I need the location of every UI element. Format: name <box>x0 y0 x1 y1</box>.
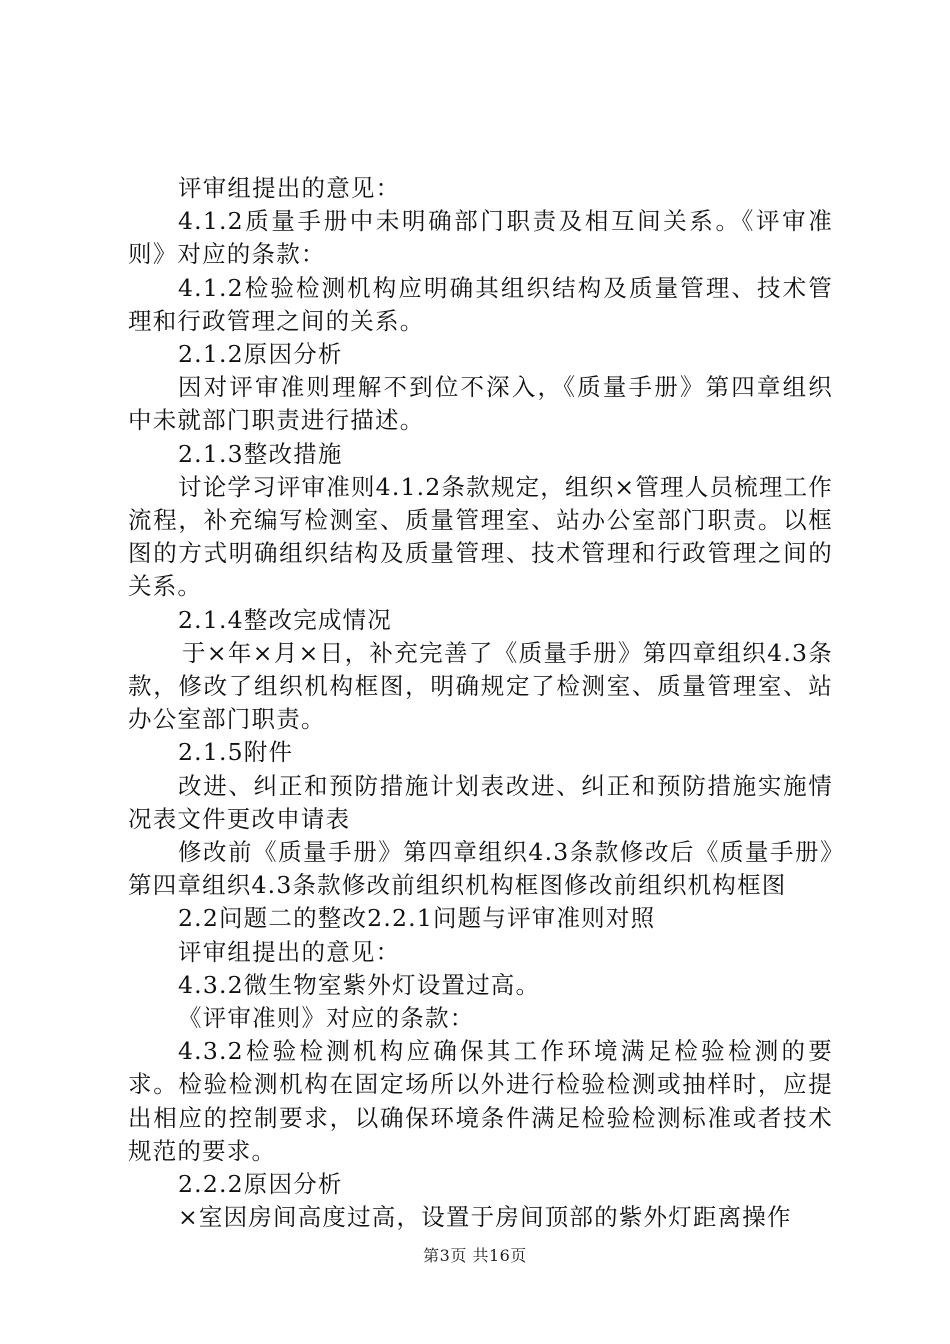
paragraph: 讨论学习评审准则4.1.2条款规定，组织×管理人员梳理工作流程，补充编写检测室、质量管理室、站办公室部门职责。以框图的方式明确组织结构及质量管理、技术管理和行政管理之间的关系。 <box>128 472 833 601</box>
paragraph: 改进、纠正和预防措施计划表改进、纠正和预防措施实施情况表文件更改申请表 <box>128 771 833 833</box>
section-heading: 2.1.2原因分析 <box>178 340 343 369</box>
paragraph: 于×年×月×日，补充完善了《质量手册》第四章组织4.3条款，修改了组织机构框图，明确规定了检测室、质量管理室、站办公室部门职责。 <box>128 638 833 734</box>
section-heading: 2.2.2原因分析 <box>178 1170 343 1199</box>
section-heading: 2.1.3整改措施 <box>178 439 343 468</box>
section-heading: 2.1.4整改完成情况 <box>178 605 392 634</box>
paragraph: 评审组提出的意见： <box>178 937 401 966</box>
paragraph: 《评审准则》对应的条款： <box>178 1004 475 1033</box>
paragraph: 4.3.2检验检测机构应确保其工作环境满足检验检测的要求。检验检测机构在固定场所以外进行检验检测或抽样时，应提出相应的控制要求，以确保环境条件满足检验检测标准或者技术规范的要求。 <box>128 1037 833 1165</box>
paragraph: 4.3.2微生物室紫外灯设置过高。 <box>178 970 541 999</box>
document-body <box>128 172 833 1235</box>
paragraph: 4.1.2质量手册中未明确部门职责及相互间关系。《评审准则》对应的条款： <box>128 207 833 269</box>
section-heading: 2.1.5附件 <box>178 738 294 767</box>
paragraph: 因对评审准则理解不到位不深入，《质量手册》第四章组织中未就部门职责进行描述。 <box>128 373 833 435</box>
paragraph: 4.1.2检验检测机构应明确其组织结构及质量管理、技术管理和行政管理之间的关系。 <box>128 273 833 335</box>
paragraph: ×室因房间高度过高，设置于房间顶部的紫外灯距离操作 <box>178 1203 792 1232</box>
page-number-footer: 第3页 共16页 <box>423 1246 527 1265</box>
section-heading: 2.2问题二的整改2.2.1问题与评审准则对照 <box>178 904 656 933</box>
paragraph: 修改前《质量手册》第四章组织4.3条款修改后《质量手册》第四章组织4.3条款修改前组织机构框图修改前组织机构框图 <box>128 838 833 900</box>
paragraph: 评审组提出的意见： <box>178 174 401 202</box>
